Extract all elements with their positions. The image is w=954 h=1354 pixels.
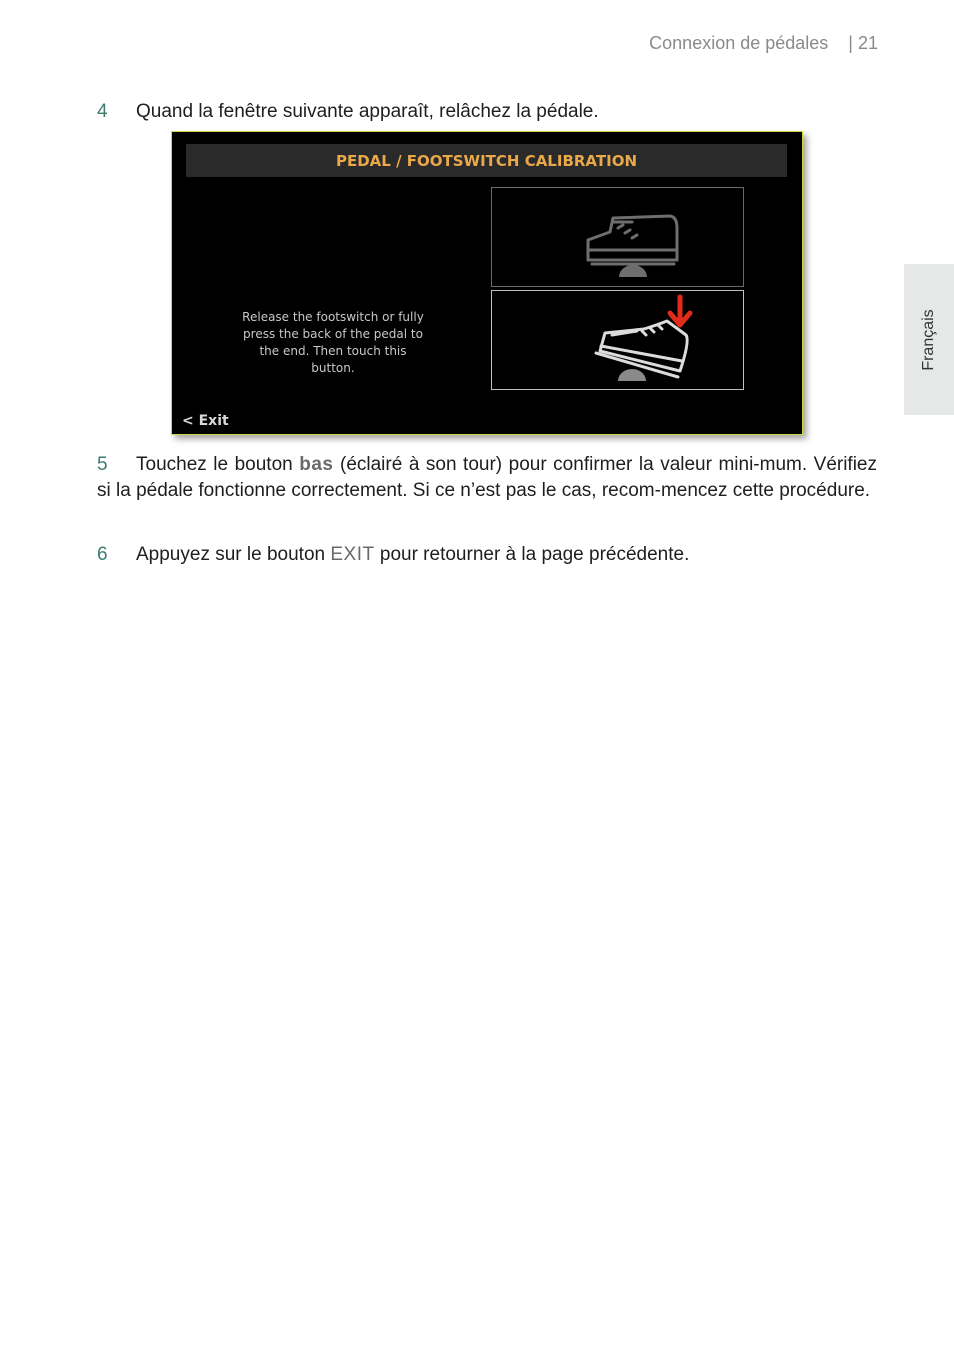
exit-button[interactable]: < Exit (182, 413, 229, 429)
step-text: Appuyez sur le bouton (136, 544, 331, 565)
section-title: Connexion de pédales (649, 33, 829, 53)
step-text-cont: (éclairé à son tour) pour confirmer la valeur mini-mum. Vérifiez si la pédale fonctionne correctement. Si ce n’est pas le cas, recom-mencez cette procédure. (97, 454, 877, 501)
step-4 (97, 99, 877, 125)
running-header (649, 33, 878, 54)
keyword-bas: bas (299, 454, 334, 475)
language-tab (904, 264, 954, 415)
instruction-text: Release the footswitch or fully press the back of the pedal to the end. Then touch this button. (242, 310, 424, 375)
step-paragraph (97, 452, 877, 504)
dialog-titlebar (186, 144, 787, 177)
keyword-exit: EXIT (330, 544, 375, 565)
step-number: 4 (97, 101, 108, 122)
step-number: 6 (97, 544, 108, 565)
step-5 (97, 452, 877, 504)
pedal-down-panel[interactable] (491, 290, 744, 390)
shoe-tilted-icon (492, 291, 745, 391)
calibration-screenshot (171, 131, 803, 435)
step-text-cont: pour retourner à la page précédente. (374, 544, 690, 565)
step-text: Quand la fenêtre suivante apparaît, relâchez la pédale. (136, 101, 599, 122)
shoe-flat-icon (492, 188, 745, 288)
language-label: Français (920, 308, 937, 371)
dialog-title: PEDAL / FOOTSWITCH CALIBRATION (335, 151, 637, 170)
down-arrow-icon (670, 297, 690, 325)
pedal-up-panel[interactable] (491, 187, 744, 287)
step-text: Touchez le bouton (136, 454, 300, 475)
step-6 (97, 542, 877, 568)
page-number: | 21 (848, 33, 878, 53)
step-number: 5 (97, 454, 108, 475)
